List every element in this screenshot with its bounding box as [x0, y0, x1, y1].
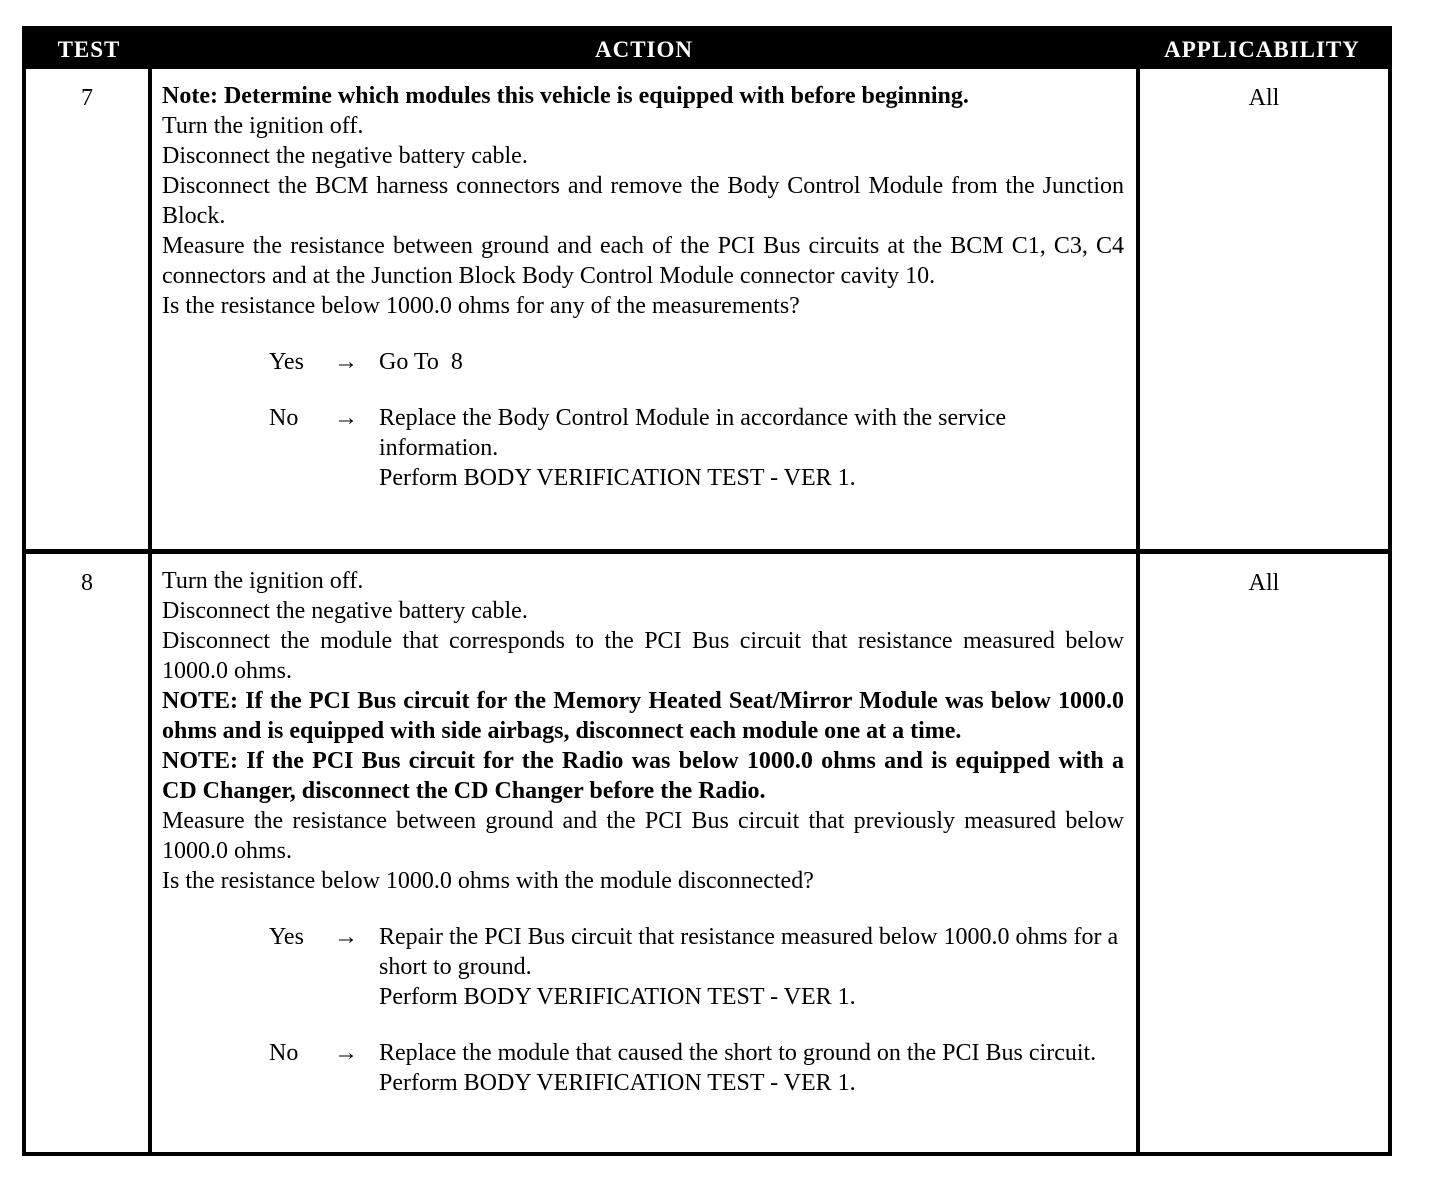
test-number: 8 — [26, 554, 152, 1152]
branch-yes — [269, 922, 1124, 1012]
header-applicability: APPLICABILITY — [1164, 36, 1360, 62]
action-note: NOTE: If the PCI Bus circuit for the Radio was below 1000.0 ohms and is equipped with a CD Changer, disconnect the CD Changer before the Radio. — [162, 748, 1124, 804]
branch-result — [379, 403, 1124, 493]
branch-result — [379, 347, 1124, 377]
branch-yes — [269, 347, 1124, 377]
action-step: Disconnect the BCM harness connectors and remove the Body Control Module from the Junction Block. — [162, 173, 1124, 229]
table-header-row — [26, 30, 1388, 69]
branch-result-line: Repair the PCI Bus circuit that resistance measured below 1000.0 ohms for a short to ground. — [379, 924, 1125, 980]
branch-label: Yes — [269, 924, 304, 950]
table-row-test-7 — [26, 69, 1388, 549]
action-cell — [152, 69, 1136, 549]
branch-result-line: Replace the Body Control Module in accordance with the service information. — [379, 405, 1013, 461]
branch-no — [269, 403, 1124, 493]
branch-result — [379, 1038, 1124, 1098]
branch-label: No — [269, 405, 299, 431]
action-note: Note: Determine which modules this vehicle is equipped with before beginning. — [162, 83, 969, 109]
header-action: ACTION — [594, 36, 693, 62]
action-note: NOTE: If the PCI Bus circuit for the Memory Heated Seat/Mirror Module was below 1000.0 ohms and is equipped with side airbags, disconnect each module one at a time. — [162, 688, 1124, 744]
diagnostic-test-table — [22, 26, 1392, 1156]
branch-result — [379, 922, 1124, 1012]
action-step: Measure the resistance between ground and the PCI Bus circuit that previously measured below 1000.0 ohms. — [162, 808, 1124, 864]
action-step: Turn the ignition off. — [162, 568, 364, 594]
branch-result-line: Go To 8 — [379, 349, 463, 375]
branch-label: Yes — [269, 349, 304, 375]
action-step: Disconnect the negative battery cable. — [162, 598, 528, 624]
action-step: Disconnect the module that corresponds to the PCI Bus circuit that resistance measured below 1000.0 ohms. — [162, 628, 1124, 684]
branch-result-line: Replace the module that caused the short to ground on the PCI Bus circuit. — [379, 1040, 1097, 1066]
action-question: Is the resistance below 1000.0 ohms with the module disconnected? — [162, 868, 814, 894]
right-arrow-icon: → — [334, 924, 358, 950]
applicability-value: All — [1136, 554, 1388, 1152]
branch-no — [269, 1038, 1124, 1098]
action-cell — [152, 554, 1136, 1152]
branch-result-line: Perform BODY VERIFICATION TEST - VER 1. — [379, 465, 856, 491]
test-number: 7 — [26, 69, 152, 549]
header-test: TEST — [57, 36, 121, 62]
action-step: Disconnect the negative battery cable. — [162, 143, 528, 169]
right-arrow-icon: → — [334, 349, 358, 375]
table-row-test-8 — [26, 549, 1388, 1152]
right-arrow-icon: → — [334, 1040, 358, 1066]
action-step: Turn the ignition off. — [162, 113, 364, 139]
right-arrow-icon: → — [334, 405, 358, 431]
branch-result-line: Perform BODY VERIFICATION TEST - VER 1. — [379, 1070, 856, 1096]
applicability-value: All — [1136, 69, 1388, 549]
action-step: Measure the resistance between ground and each of the PCI Bus circuits at the BCM C1, C3, C4 connectors and at the Junction Block Body Control Module connector cavity 10. — [162, 233, 1124, 289]
action-question: Is the resistance below 1000.0 ohms for any of the measurements? — [162, 293, 800, 319]
branch-label: No — [269, 1040, 299, 1066]
branch-result-line: Perform BODY VERIFICATION TEST - VER 1. — [379, 984, 856, 1010]
